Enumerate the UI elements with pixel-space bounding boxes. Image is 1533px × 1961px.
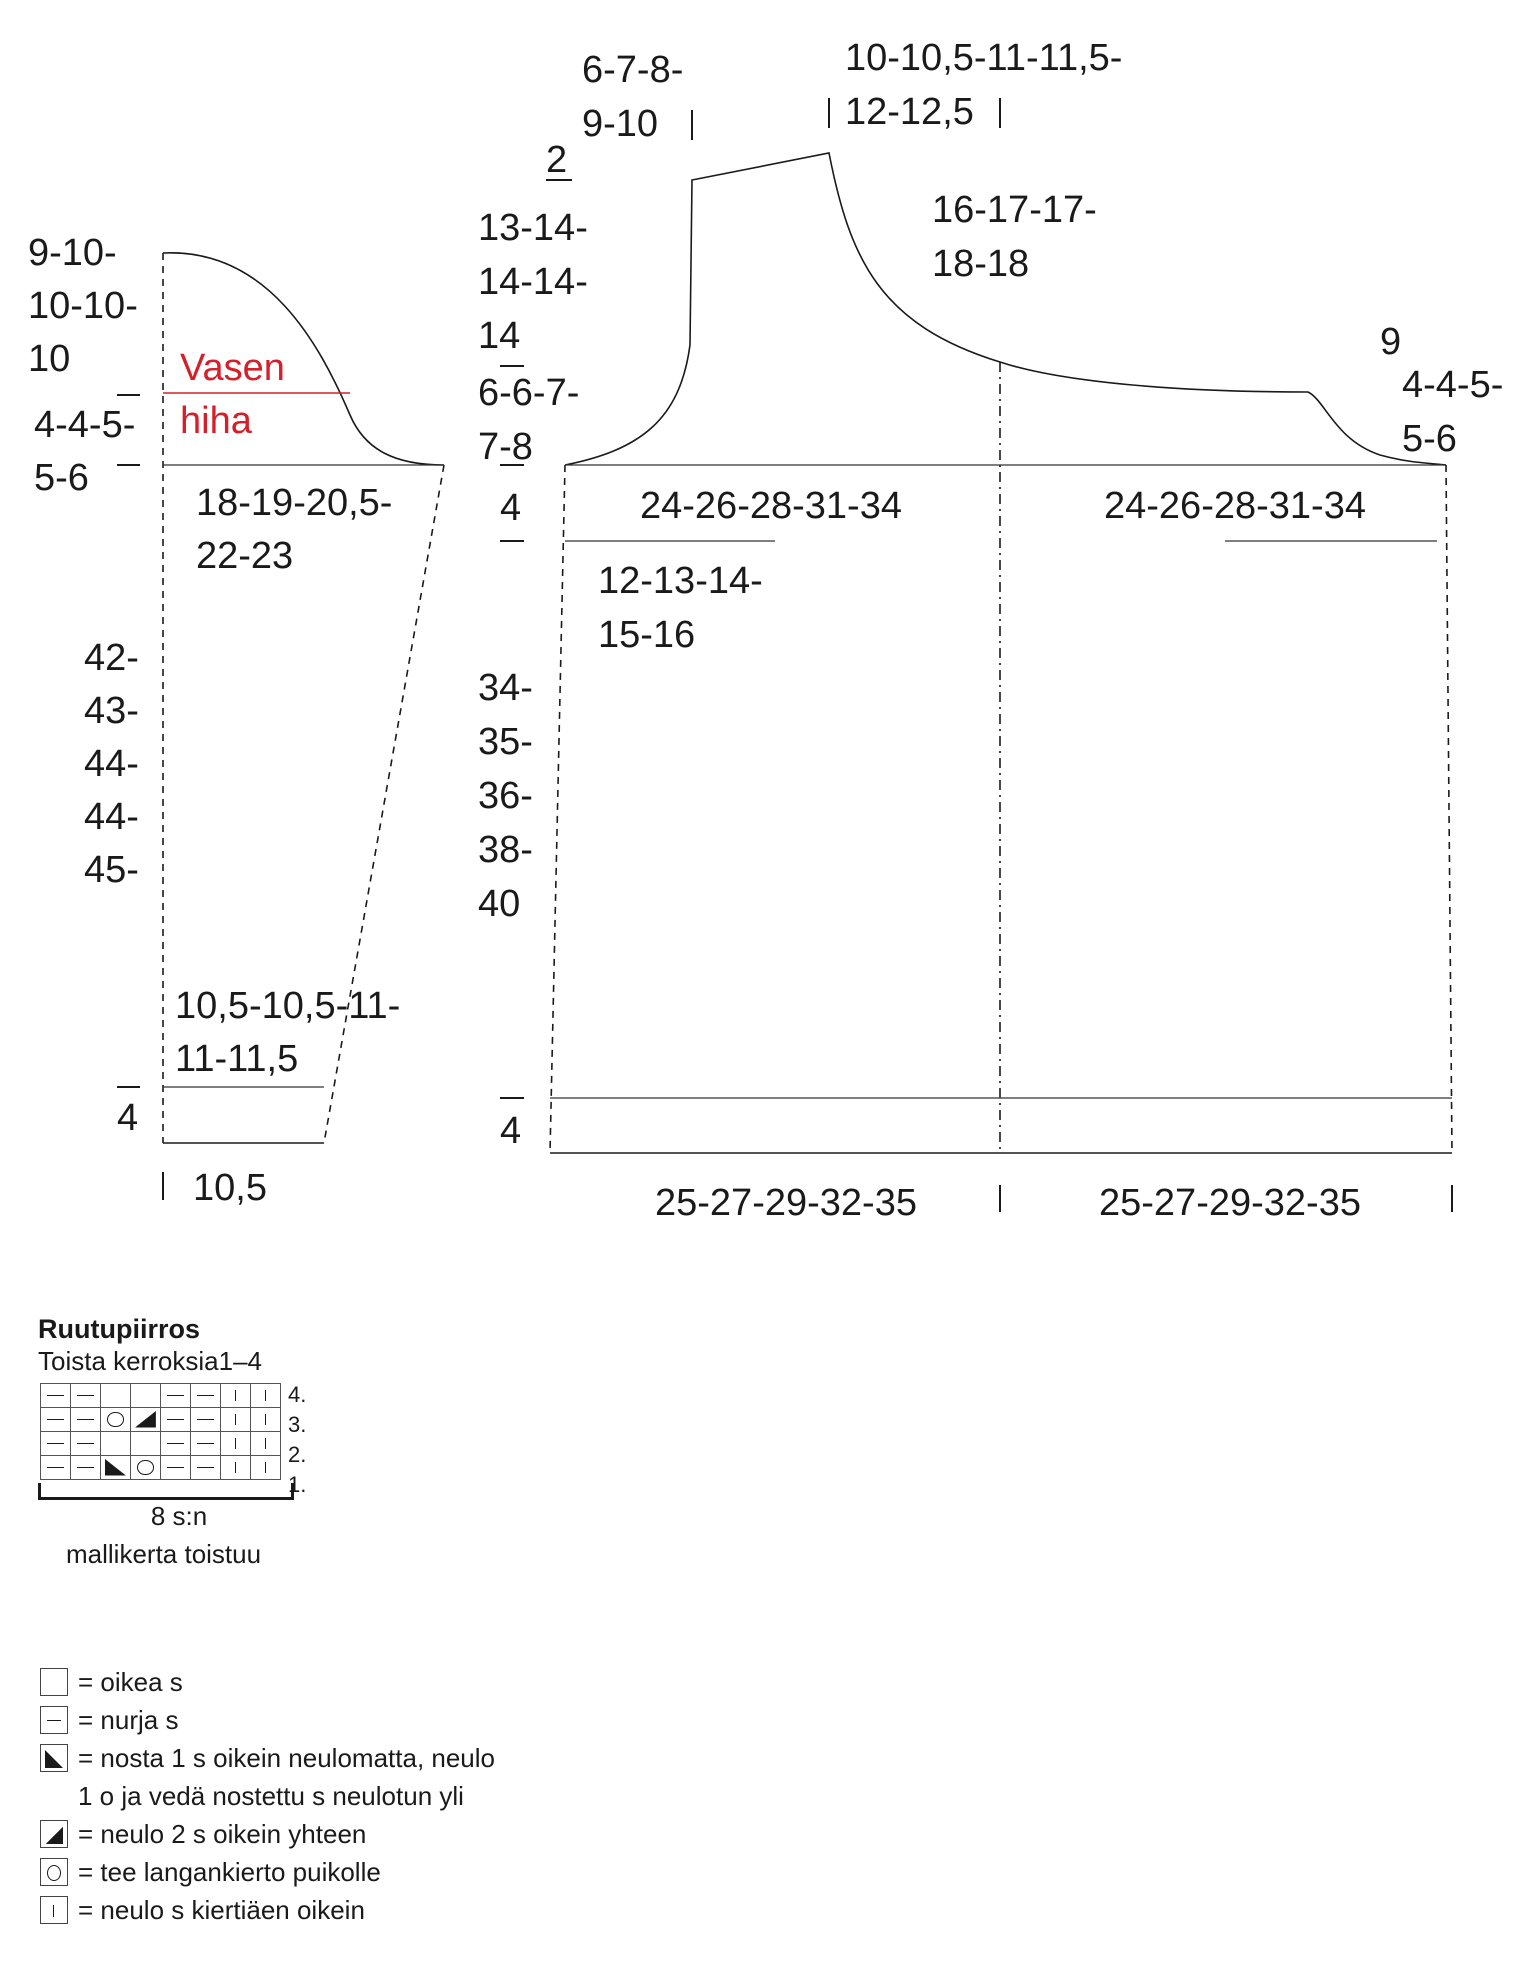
twisted-knit-icon xyxy=(40,1896,68,1924)
yarn-over-icon xyxy=(40,1858,68,1886)
sleeve-rib-height: 4 xyxy=(117,1097,139,1139)
sleeve-side-seam xyxy=(324,465,444,1143)
knit-chart-section xyxy=(38,1313,538,1569)
chart-row xyxy=(41,1432,281,1456)
knit-stitch-icon xyxy=(101,1432,130,1455)
armhole-back-2: 5-6 xyxy=(1402,418,1457,460)
chart-row-label: 4. xyxy=(288,1382,307,1407)
body-length-5: 40 xyxy=(478,883,521,925)
purl-stitch-icon xyxy=(161,1432,190,1455)
chart-cell xyxy=(41,1456,71,1480)
knit-stitch-icon xyxy=(131,1432,160,1455)
hem-front: 25-27-29-32-35 xyxy=(655,1182,917,1224)
chart-cell xyxy=(251,1432,281,1456)
front-piece-2: 15-16 xyxy=(598,614,696,656)
raglan-2: 18-18 xyxy=(932,243,1030,285)
purl-stitch-icon xyxy=(41,1408,70,1431)
sleeve-underarm-1: 4-4-5- xyxy=(34,404,136,446)
sleeve-cap-height-3: 10 xyxy=(28,338,71,380)
sleeve-cuff-half: 10,5 xyxy=(193,1167,267,1209)
legend-item xyxy=(38,1854,638,1892)
sleeve-diagram xyxy=(28,232,444,1209)
chart-cell xyxy=(191,1456,221,1480)
purl-stitch-icon xyxy=(40,1706,68,1734)
chart-row-label: 3. xyxy=(288,1412,307,1437)
chart-row-label: 2. xyxy=(288,1442,307,1467)
armhole-front-1: 6-6-7- xyxy=(478,372,580,414)
chart-cell xyxy=(41,1408,71,1432)
legend-item xyxy=(38,1892,638,1930)
legend-text: = neulo 2 s oikein yhteen xyxy=(78,1819,367,1849)
twisted-knit-icon xyxy=(251,1408,280,1431)
sleeve-cap-height-2: 10-10- xyxy=(28,285,138,327)
purl-stitch-icon xyxy=(41,1384,70,1407)
legend-item xyxy=(38,1702,638,1740)
armhole-front-2: 7-8 xyxy=(478,426,533,468)
chart-cell xyxy=(131,1456,161,1480)
twisted-knit-icon xyxy=(221,1456,250,1479)
shoulder-2: 12-12,5 xyxy=(845,91,974,133)
legend-text-continued: 1 o ja vedä nostettu s neulotun yli xyxy=(78,1781,464,1811)
shoulder-1: 10-10,5-11-11,5- xyxy=(845,37,1123,79)
twisted-knit-icon xyxy=(221,1408,250,1431)
purl-stitch-icon xyxy=(161,1456,190,1479)
purl-stitch-icon xyxy=(191,1384,220,1407)
body-length-3: 36- xyxy=(478,775,533,817)
chart-cell xyxy=(71,1408,101,1432)
armhole-back-top: 9 xyxy=(1380,321,1402,363)
purl-stitch-icon xyxy=(71,1408,100,1431)
knit-stitch-icon xyxy=(101,1384,130,1407)
body-length-4: 38- xyxy=(478,829,533,871)
twisted-knit-icon xyxy=(221,1432,250,1455)
chart-cell xyxy=(191,1408,221,1432)
purl-stitch-icon xyxy=(71,1432,100,1455)
chest-back: 24-26-28-31-34 xyxy=(1104,485,1366,527)
chart-cell xyxy=(71,1384,101,1408)
purl-stitch-icon xyxy=(71,1456,100,1479)
sleeve-top-width-2: 22-23 xyxy=(196,535,294,577)
chart-cell xyxy=(251,1384,281,1408)
purl-stitch-icon xyxy=(191,1432,220,1455)
purl-stitch-icon xyxy=(71,1384,100,1407)
chart-cell xyxy=(191,1384,221,1408)
purl-stitch-icon xyxy=(191,1456,220,1479)
raglan-1: 16-17-17- xyxy=(932,189,1097,231)
sleeve-label-1: Vasen xyxy=(180,347,285,389)
chart-cell xyxy=(71,1432,101,1456)
purl-stitch-icon xyxy=(161,1384,190,1407)
legend-text: = neulo s kiertiäen oikein xyxy=(78,1895,365,1925)
body-diagram xyxy=(478,37,1503,1224)
repeat-count: 8 s:n xyxy=(134,1501,224,1532)
body-left-edge xyxy=(550,465,565,1153)
legend-text: = oikea s xyxy=(78,1667,183,1697)
chart-grid xyxy=(38,1382,538,1569)
purl-stitch-icon xyxy=(191,1408,220,1431)
neck-width-2: 9-10 xyxy=(582,103,659,145)
chart-cell xyxy=(71,1456,101,1480)
twisted-knit-icon xyxy=(221,1384,250,1407)
k2tog-stitch-icon xyxy=(40,1820,68,1848)
yoke-height-3: 14 xyxy=(478,315,521,357)
ssk-stitch-icon xyxy=(40,1744,68,1772)
purl-stitch-icon xyxy=(41,1432,70,1455)
twisted-knit-icon xyxy=(251,1432,280,1455)
ssk-stitch-icon xyxy=(101,1456,130,1479)
chart-cell xyxy=(251,1456,281,1480)
yoke-height-1: 13-14- xyxy=(478,207,588,249)
chart-cell xyxy=(131,1408,161,1432)
sleeve-length-1: 42- xyxy=(84,637,139,679)
chart-cell xyxy=(41,1384,71,1408)
chart-row xyxy=(41,1384,281,1408)
chart-row xyxy=(41,1456,281,1480)
twisted-knit-icon xyxy=(251,1384,280,1407)
sleeve-underarm-2: 5-6 xyxy=(34,457,89,499)
knit-stitch-icon xyxy=(40,1668,68,1696)
body-right-edge xyxy=(1446,465,1452,1153)
chart-cell xyxy=(221,1384,251,1408)
chart-cell xyxy=(161,1384,191,1408)
sleeve-length-5: 45- xyxy=(84,849,139,891)
band-height: 4 xyxy=(500,487,522,529)
repeat-bracket xyxy=(38,1483,294,1500)
chart-row xyxy=(41,1408,281,1432)
chart-cell xyxy=(101,1384,131,1408)
sleeve-length-2: 43- xyxy=(84,690,139,732)
legend-text: = nosta 1 s oikein neulomatta, neulo xyxy=(78,1743,496,1773)
legend-item xyxy=(38,1816,638,1854)
yarn-over-icon xyxy=(101,1408,130,1431)
hem-band: 4 xyxy=(500,1110,522,1152)
purl-stitch-icon xyxy=(161,1408,190,1431)
legend xyxy=(38,1664,638,1930)
legend-text: = nurja s xyxy=(78,1705,179,1735)
yarn-over-icon xyxy=(131,1456,160,1479)
armhole-back-1: 4-4-5- xyxy=(1402,364,1504,406)
sleeve-cap-height-1: 9-10- xyxy=(28,232,117,274)
chart-row-label: 1. xyxy=(288,1472,307,1497)
twisted-knit-icon xyxy=(251,1456,280,1479)
chart-cell xyxy=(101,1432,131,1456)
chart-cell xyxy=(221,1408,251,1432)
chart-cell xyxy=(101,1456,131,1480)
chart-title: Ruutupiirros xyxy=(38,1314,200,1344)
chart-subtitle: Toista kerroksia1–4 xyxy=(38,1346,262,1376)
knit-stitch-icon xyxy=(131,1384,160,1407)
sleeve-length-3: 44- xyxy=(84,743,139,785)
sleeve-top-width-1: 18-19-20,5- xyxy=(196,482,393,524)
chart-cell xyxy=(161,1432,191,1456)
sleeve-length-4: 44- xyxy=(84,796,139,838)
sleeve-cuff-width-2: 11-11,5 xyxy=(175,1038,299,1080)
chart-table xyxy=(40,1383,281,1480)
body-length-2: 35- xyxy=(478,721,533,763)
k2tog-stitch-icon xyxy=(131,1408,160,1431)
sleeve-label-2: hiha xyxy=(180,400,252,442)
chart-cell xyxy=(131,1384,161,1408)
chart-cell xyxy=(41,1432,71,1456)
hem-back: 25-27-29-32-35 xyxy=(1099,1182,1361,1224)
chart-cell xyxy=(191,1432,221,1456)
front-piece-1: 12-13-14- xyxy=(598,560,763,602)
repeat-text: mallikerta toistuu xyxy=(66,1539,262,1569)
chart-cell xyxy=(131,1432,161,1456)
chart-cell xyxy=(221,1456,251,1480)
legend-item xyxy=(38,1740,638,1816)
neck-width-1: 6-7-8- xyxy=(582,49,684,91)
chart-cell xyxy=(161,1408,191,1432)
chart-cell xyxy=(251,1408,281,1432)
chest-front: 24-26-28-31-34 xyxy=(640,485,902,527)
body-length-1: 34- xyxy=(478,667,533,709)
yoke-height-2: 14-14- xyxy=(478,261,588,303)
legend-text: = tee langankierto puikolle xyxy=(78,1857,381,1887)
neck-depth: 2 xyxy=(546,139,568,181)
chart-cell xyxy=(161,1456,191,1480)
chart-cell xyxy=(101,1408,131,1432)
purl-stitch-icon xyxy=(41,1456,70,1479)
legend-item xyxy=(38,1664,638,1702)
chart-cell xyxy=(221,1432,251,1456)
sleeve-cuff-width-1: 10,5-10,5-11- xyxy=(175,985,401,1027)
